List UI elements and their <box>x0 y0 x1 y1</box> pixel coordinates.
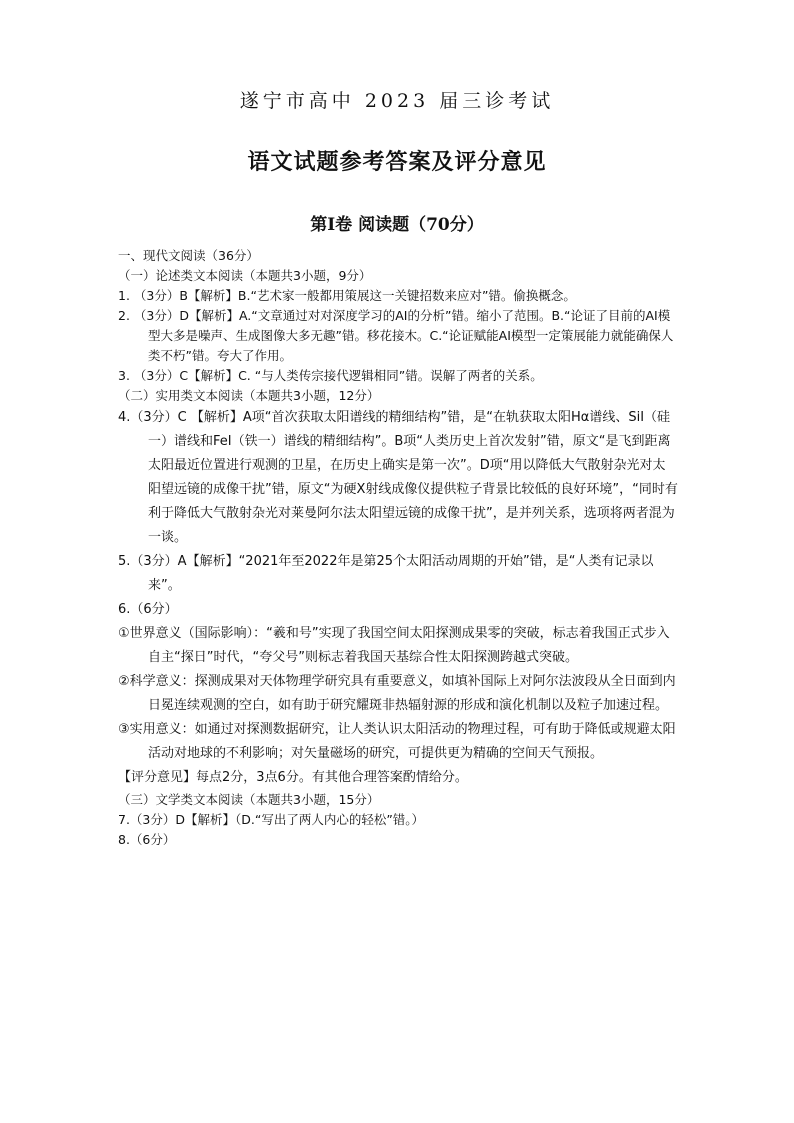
q6-scoring-note: 【评分意见】每点2分，3点6分。有其他合理答案酌情给分。 <box>118 770 468 785</box>
answer-q3: 3. （3分）C【解析】C. “与人类传宗接代逻辑相同”错。误解了两者的关系。 <box>118 368 543 383</box>
sub1-heading: （一）论述类文本阅读（本题共3小题，9分） <box>118 268 372 283</box>
answer-q5: 5.（3分）A【解析】“2021年至2022年是第25个太阳活动周期的开始”错，是“人类有记录以来”。 <box>118 554 654 593</box>
q6-point-practical: ③实用意义：如通过对探测数据研究，让人类认识太阳活动的物理过程，可有助于降低或规避太阳活动对地球的不利影响；对矢量磁场的研究，可提供更为精确的空间天气预报。 <box>118 722 676 761</box>
q6-point-world: ①世界意义（国际影响）：“羲和号”实现了我国空间太阳探测成果零的突破，标志着我国正式步入自主“探日”时代，“夸父号”则标志着我国天基综合性太阳探测跨越式突破。 <box>118 626 670 665</box>
part1-heading: 一、现代文阅读（36分） <box>118 248 259 263</box>
document-title: 语文试题参考答案及评分意见 <box>247 149 547 175</box>
sub2-heading: （二）实用类文本阅读（本题共3小题，12分） <box>118 388 380 403</box>
q6-point-science: ②科学意义：探测成果对天体物理学研究具有重要意义，如填补国际上对阿尔法波段从全日面到内日冕连续观测的空白，如有助于研究耀斑非热辐射源的形成和演化机制以及粒子加速过程。 <box>118 674 676 713</box>
answer-q8: 8.（6分） <box>118 832 176 847</box>
answer-q7: 7.（3分）D【解析】（D.“写出了两人内心的轻松”错。） <box>118 812 425 827</box>
exam-title: 遂宁市高中 2023 届三诊考试 <box>239 90 555 112</box>
section-title: 第Ⅰ卷 阅读题（70分） <box>310 215 484 235</box>
answer-content <box>118 246 678 850</box>
answer-q2: 2. （3分）D【解析】A.“文章通过对对深度学习的AI的分析”错。缩小了范围。B.“论证了目前的AI模型大多是噪声、生成图像大多无趣”错。移花接木。C.“论证赋能AI模型一定策展能力就能确保人类不朽”错。夸大了作用。 <box>118 308 674 363</box>
sub3-heading: （三）文学类文本阅读（本题共3小题，15分） <box>118 792 380 807</box>
answer-q4: 4.（3分）C 【解析】A项“首次获取太阳谱线的精细结构”错，是“在轨获取太阳Hα谱线、SiⅠ（硅一）谱线和FeⅠ（铁一）谱线的精细结构”。B项“人类历史上首次发射”错，原文“是飞到距离太阳最近位置进行观测的卫星，在历史上确实是第一次”。D项“用以降低大气散射杂光对太阳望远镜的成像干扰”错，原文“为硬X射线成像仪提供粒子背景比较低的良好环境”，“同时有利于降低大气散射杂光对莱曼阿尔法太阳望远镜的成像干扰”，是并列关系，选项将两者混为一谈。 <box>118 410 678 545</box>
answer-q6: 6.（6分） <box>118 602 178 617</box>
answer-q1: 1. （3分）B【解析】B.“艺术家一般都用策展这一关键招数来应对”错。偷换概念。 <box>118 288 576 303</box>
